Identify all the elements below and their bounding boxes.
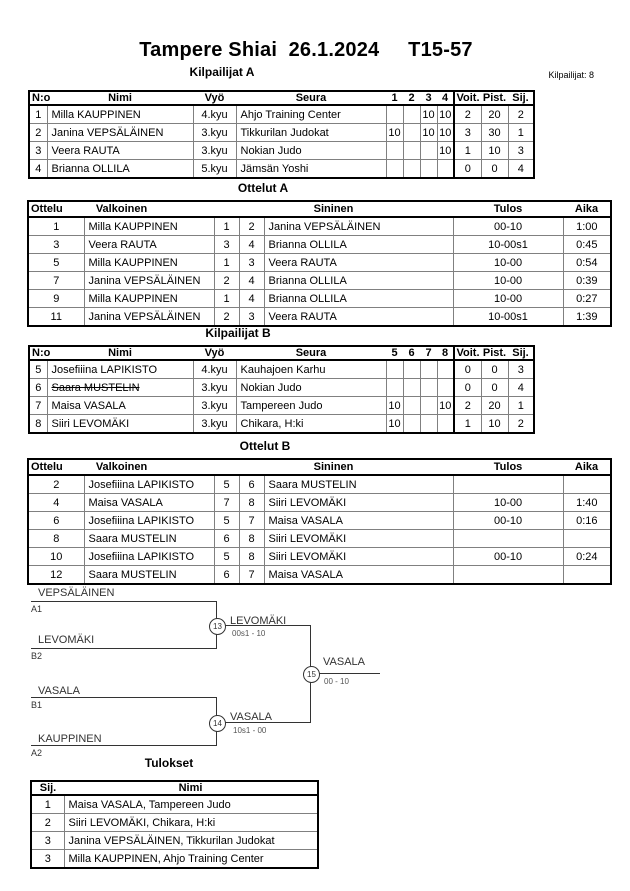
table-header-row [29,346,534,360]
header-result: Tulos [453,201,563,217]
ottelut-b-table [27,458,612,585]
rank-cell: 3 [508,142,534,160]
header-match: Ottelu [31,203,63,215]
score-cell [420,142,437,160]
match-cell: 1 [28,217,84,236]
white-cell: Milla KAUPPINEN [84,290,214,308]
table-row [28,475,611,494]
tulokset-table [30,780,319,869]
white-cell: Milla KAUPPINEN [84,217,214,236]
white-cell: Josefiiina LAPIKISTO [84,548,214,566]
table-row [28,217,611,236]
header-wins: Voit. [454,346,481,360]
score-cell [386,360,403,379]
wins-cell: 1 [454,142,481,160]
time-cell [563,475,611,494]
result-cell: 10-00s1 [453,236,563,254]
score-cell: 10 [437,124,454,142]
header-match: Ottelu [31,461,63,473]
time-cell: 1:39 [563,308,611,327]
time-cell: 0:16 [563,512,611,530]
no-cell: 7 [29,397,47,415]
kilpailijat-a-table [28,90,535,179]
header-time: Aika [563,201,611,217]
blue-cell: Maisa VASALA [264,512,453,530]
name-cell: Milla KAUPPINEN [47,105,193,124]
result-cell: 10-00 [453,290,563,308]
time-cell: 0:27 [563,290,611,308]
score-cell [420,160,437,179]
bracket-semi1-bottom-name: LEVOMÄKI [38,634,95,646]
table-row [29,415,534,434]
section-title-tulokset: Tulokset [144,756,194,770]
score-cell [403,142,420,160]
kilpailijat-b-table [28,345,535,434]
points-cell: 0 [481,360,508,379]
score-cell: 10 [437,397,454,415]
section-title-kilpailijat-b: Kilpailijat B [205,326,271,340]
header-blue: Sininen [214,459,453,475]
wins-cell: 0 [454,379,481,397]
name-cell: Josefiiina LAPIKISTO [47,360,193,379]
no-cell: 3 [29,142,47,160]
score-cell [437,360,454,379]
result-cell [453,530,563,548]
result-cell: 10-00 [453,494,563,512]
name-cell: Veera RAUTA [47,142,193,160]
club-cell: Nokian Judo [236,379,386,397]
name-cell: Milla KAUPPINEN, Ahjo Training Center [64,850,318,869]
wins-cell: 1 [454,415,481,434]
blue-no-cell: 4 [239,236,264,254]
blue-cell: Brianna OLLILA [264,236,453,254]
table-row [29,397,534,415]
table-row [28,272,611,290]
blue-no-cell: 3 [239,254,264,272]
name-cell: Maisa VASALA [47,397,193,415]
bracket-match13-number: 13 [209,618,226,635]
table-row [28,548,611,566]
table-row [28,236,611,254]
white-cell: Josefiiina LAPIKISTO [84,512,214,530]
header-c1: 1 [386,91,403,105]
time-cell: 0:45 [563,236,611,254]
blue-cell: Siiri LEVOMÄKI [264,548,453,566]
belt-cell: 5.kyu [193,160,236,179]
rank-cell: 3 [508,360,534,379]
rank-cell: 1 [31,795,64,814]
blue-no-cell: 2 [239,217,264,236]
score-cell [420,379,437,397]
blue-cell: Maisa VASALA [264,566,453,585]
bracket-semi1-top-name: VEPSÄLÄINEN [38,587,115,599]
section-title-kilpailijat-a: Kilpailijat A [189,65,255,79]
blue-no-cell: 8 [239,494,264,512]
wins-cell: 3 [454,124,481,142]
bracket-semi2-top-name: VASALA [38,685,80,697]
belt-cell: 3.kyu [193,124,236,142]
white-no-cell: 2 [214,272,239,290]
wins-cell: 0 [454,360,481,379]
table-header-row [29,91,534,105]
blue-cell: Veera RAUTA [264,254,453,272]
result-cell: 10-00 [453,254,563,272]
header-white [28,459,214,475]
table-row [29,124,534,142]
club-cell: Jämsän Yoshi [236,160,386,179]
points-cell: 10 [481,142,508,160]
header-blue: Sininen [214,201,453,217]
result-cell: 10-00s1 [453,308,563,327]
score-cell [403,360,420,379]
blue-cell: Saara MUSTELIN [264,475,453,494]
rank-cell: 1 [508,124,534,142]
score-cell [403,105,420,124]
match-cell: 9 [28,290,84,308]
club-cell: Nokian Judo [236,142,386,160]
score-cell [437,379,454,397]
bracket-line [310,673,380,674]
blue-no-cell: 7 [239,566,264,585]
blue-no-cell: 6 [239,475,264,494]
header-name: Nimi [47,346,193,360]
white-no-cell: 1 [214,254,239,272]
points-cell: 20 [481,397,508,415]
header-white-label: Valkoinen [95,461,148,473]
time-cell: 0:54 [563,254,611,272]
match-cell: 3 [28,236,84,254]
table-header-row [28,459,611,475]
rank-cell: 3 [31,832,64,850]
score-cell: 10 [420,124,437,142]
points-cell: 20 [481,105,508,124]
section-title-ottelut-a: Ottelut A [237,181,289,195]
match-cell: 6 [28,512,84,530]
header-c2: 2 [403,91,420,105]
table-row [29,105,534,124]
header-c2: 6 [403,346,420,360]
result-cell: 00-10 [453,548,563,566]
white-no-cell: 1 [214,217,239,236]
club-cell: Tampereen Judo [236,397,386,415]
header-c4: 4 [437,91,454,105]
table-row [29,360,534,379]
match-cell: 12 [28,566,84,585]
name-cell-struck: Saara MUSTELIN [47,379,193,397]
header-belt: Vyö [193,346,236,360]
belt-cell: 3.kyu [193,397,236,415]
score-cell [403,415,420,434]
white-cell: Josefiiina LAPIKISTO [84,475,214,494]
bracket-semi2-winner: VASALA [230,711,272,723]
score-cell: 10 [386,415,403,434]
table-header-row [28,201,611,217]
score-cell [403,124,420,142]
white-no-cell: 6 [214,530,239,548]
no-cell: 2 [29,124,47,142]
time-cell: 1:00 [563,217,611,236]
ottelut-a-table [27,200,612,327]
white-no-cell: 5 [214,475,239,494]
match-cell: 2 [28,475,84,494]
blue-cell: Siiri LEVOMÄKI [264,494,453,512]
no-cell: 1 [29,105,47,124]
blue-cell: Siiri LEVOMÄKI [264,530,453,548]
result-cell [453,475,563,494]
rank-cell: 4 [508,160,534,179]
match-cell: 7 [28,272,84,290]
section-title-ottelut-b: Ottelut B [239,439,291,453]
table-row [28,308,611,327]
header-white-label: Valkoinen [95,203,148,215]
belt-cell: 4.kyu [193,360,236,379]
white-cell: Maisa VASALA [84,494,214,512]
club-cell: Tikkurilan Judokat [236,124,386,142]
score-cell [386,142,403,160]
score-cell [437,160,454,179]
header-c4: 8 [437,346,454,360]
bracket-semi2-score: 10s1 - 00 [233,726,267,735]
bracket-line [31,745,217,746]
result-cell [453,566,563,585]
white-cell: Milla KAUPPINEN [84,254,214,272]
white-cell: Janina VEPSÄLÄINEN [84,272,214,290]
header-no: N:o [29,346,47,360]
table-row [28,290,611,308]
rank-cell: 4 [508,379,534,397]
header-club: Seura [236,91,386,105]
blue-cell: Brianna OLLILA [264,272,453,290]
blue-no-cell: 4 [239,272,264,290]
table-row [29,379,534,397]
wins-cell: 0 [454,160,481,179]
white-cell: Saara MUSTELIN [84,530,214,548]
rank-cell: 2 [508,105,534,124]
bracket-match14-number: 14 [209,715,226,732]
score-cell: 10 [386,397,403,415]
points-cell: 0 [481,160,508,179]
belt-cell: 4.kyu [193,105,236,124]
wins-cell: 2 [454,397,481,415]
no-cell: 6 [29,379,47,397]
bracket-line [31,601,217,602]
result-cell: 00-10 [453,512,563,530]
bracket-line [31,697,217,698]
header-points: Pist. [482,92,507,104]
rank-cell: 1 [508,397,534,415]
blue-cell: Brianna OLLILA [264,290,453,308]
blue-no-cell: 3 [239,308,264,327]
name-cell: Maisa VASALA, Tampereen Judo [64,795,318,814]
time-cell: 0:24 [563,548,611,566]
white-no-cell: 5 [214,548,239,566]
score-cell [386,160,403,179]
bracket-match15-number: 15 [303,666,320,683]
bracket-final-winner: VASALA [323,656,365,668]
header-white [28,201,214,217]
table-row [31,795,318,814]
bracket-semi1-winner: LEVOMÄKI [230,615,287,627]
blue-no-cell: 4 [239,290,264,308]
header-c3: 7 [420,346,437,360]
bracket-semi2-bottom-name: KAUPPINEN [38,733,102,745]
blue-no-cell: 8 [239,548,264,566]
match-cell: 8 [28,530,84,548]
white-no-cell: 2 [214,308,239,327]
bracket-semi1-top-seed: A1 [31,604,43,614]
score-cell [386,105,403,124]
score-cell [420,415,437,434]
bracket-semi2-bottom-seed: A2 [31,748,43,758]
header-club: Seura [236,346,386,360]
time-cell [563,566,611,585]
header-result: Tulos [453,459,563,475]
white-no-cell: 1 [214,290,239,308]
bracket-final-score: 00 - 10 [324,677,349,686]
match-cell: 11 [28,308,84,327]
blue-no-cell: 8 [239,530,264,548]
header-belt: Vyö [193,91,236,105]
club-cell: Ahjo Training Center [236,105,386,124]
belt-cell: 3.kyu [193,415,236,434]
table-row [28,530,611,548]
time-cell: 1:40 [563,494,611,512]
header-rank: Sij. [508,91,534,105]
bracket-semi1-score: 00s1 - 10 [232,629,266,638]
table-row [31,814,318,832]
table-row [31,832,318,850]
name-cell: Siiri LEVOMÄKI, Chikara, H:ki [64,814,318,832]
time-cell [563,530,611,548]
score-cell: 10 [420,105,437,124]
name-cell: Janina VEPSÄLÄINEN [47,124,193,142]
score-cell: 10 [437,105,454,124]
header-wins: Voit. [454,91,481,105]
name-cell: Siiri LEVOMÄKI [47,415,193,434]
score-cell [420,360,437,379]
header-c1: 5 [386,346,403,360]
score-cell [437,415,454,434]
table-header-row [31,781,318,795]
no-cell: 8 [29,415,47,434]
table-row [28,254,611,272]
no-cell: 4 [29,160,47,179]
match-cell: 5 [28,254,84,272]
no-cell: 5 [29,360,47,379]
score-cell: 10 [437,142,454,160]
time-cell: 0:39 [563,272,611,290]
name-cell: Brianna OLLILA [47,160,193,179]
white-cell: Janina VEPSÄLÄINEN [84,308,214,327]
white-no-cell: 6 [214,566,239,585]
bracket-semi1-bottom-seed: B2 [31,651,43,661]
belt-cell: 3.kyu [193,142,236,160]
result-cell: 00-10 [453,217,563,236]
score-cell [386,379,403,397]
header-c3: 3 [420,91,437,105]
score-cell: 10 [386,124,403,142]
score-cell [403,397,420,415]
blue-cell: Janina VEPSÄLÄINEN [264,217,453,236]
result-cell: 10-00 [453,272,563,290]
white-no-cell: 3 [214,236,239,254]
white-no-cell: 5 [214,512,239,530]
header-time: Aika [563,459,611,475]
points-cell: 0 [481,379,508,397]
header-no: N:o [29,91,47,105]
header-name: Nimi [47,91,193,105]
white-cell: Veera RAUTA [84,236,214,254]
bracket-line [31,648,217,649]
blue-no-cell: 7 [239,512,264,530]
match-cell: 4 [28,494,84,512]
club-cell: Kauhajoen Karhu [236,360,386,379]
table-row [28,566,611,585]
name-cell: Janina VEPSÄLÄINEN, Tikkurilan Judokat [64,832,318,850]
rank-cell: 3 [31,850,64,869]
header-rank: Sij. [508,346,534,360]
points-cell: 10 [481,415,508,434]
header-points: Pist. [482,347,507,359]
page-title: Tampere Shiai 26.1.2024 T15-57 [139,39,473,61]
table-row [31,850,318,869]
table-row [29,160,534,179]
club-cell: Chikara, H:ki [236,415,386,434]
score-cell [403,379,420,397]
points-cell: 30 [481,124,508,142]
blue-cell: Veera RAUTA [264,308,453,327]
header-rank: Sij. [31,781,64,795]
rank-cell: 2 [31,814,64,832]
table-row [28,494,611,512]
score-cell [403,160,420,179]
white-no-cell: 7 [214,494,239,512]
table-row [29,142,534,160]
bracket-semi2-top-seed: B1 [31,700,43,710]
table-row [28,512,611,530]
rank-cell: 2 [508,415,534,434]
wins-cell: 2 [454,105,481,124]
belt-cell: 3.kyu [193,379,236,397]
white-cell: Saara MUSTELIN [84,566,214,585]
match-cell: 10 [28,548,84,566]
score-cell [420,397,437,415]
header-name: Nimi [64,781,318,795]
participants-count: Kilpailijat: 8 [548,70,594,80]
